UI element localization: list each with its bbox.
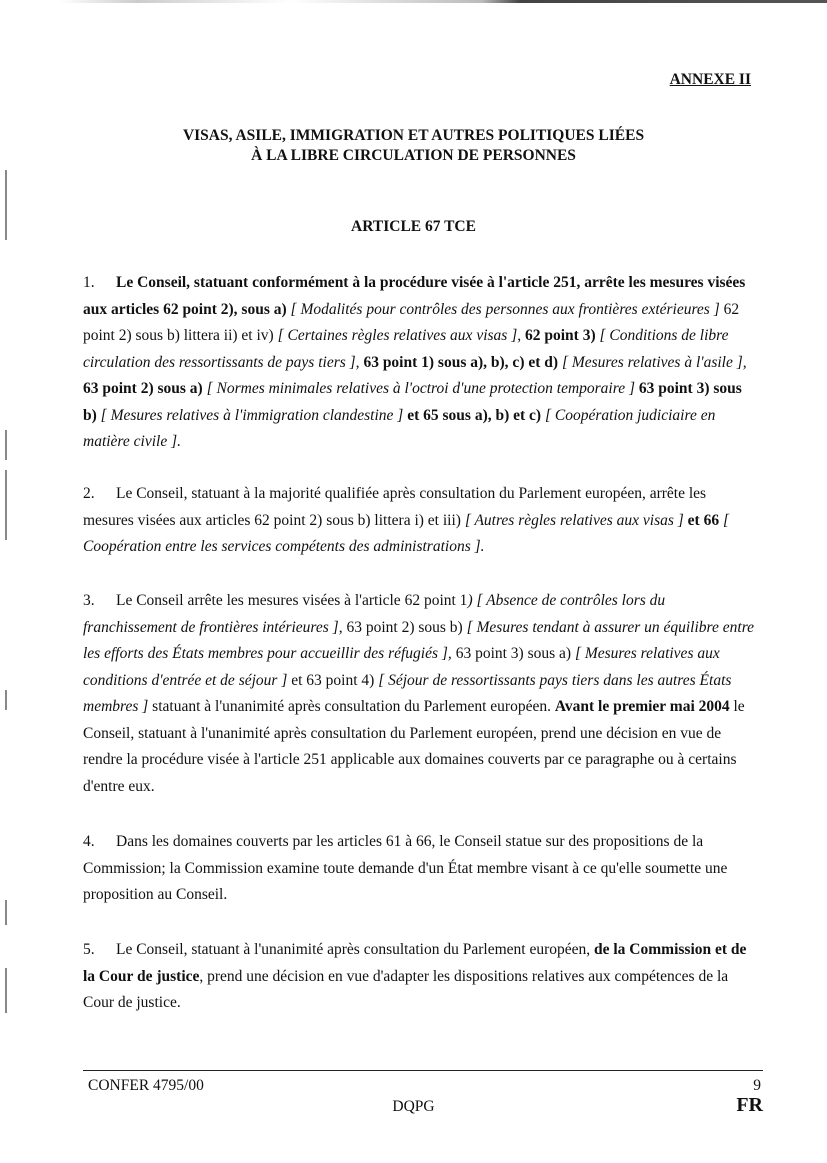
text: , prend une décision en vue d'adapter les dispositions relatives aux compétences de la Cour de justice.: [83, 967, 729, 1011]
text: 62 point 2) sous b) littera ii) et iv): [83, 300, 740, 344]
italic-text: [ Certaines règles relatives aux visas ],: [277, 327, 522, 344]
paragraph-number: 4.: [83, 833, 95, 850]
article-heading: ARTICLE 67 TCE: [351, 218, 476, 235]
text: et 63 point 4): [287, 671, 379, 689]
text: le Conseil, statuant à l'unanimité après consultation du Parlement européen, prend une décision en vue de rendre la procédure visée à l'article 251 applicable aux domaines couverts par ce paragraphe ou à certains d'entre eux.: [83, 698, 745, 795]
text: Dans les domaines couverts par les articles 61 à 66, le Conseil statue sur des propositions de la Commission; la Commission examine toute demande d'un État membre visant à ce qu'elle soumette une proposition au Conseil.: [83, 833, 728, 903]
text: Le Conseil, statuant à l'unanimité après consultation du Parlement européen,: [116, 941, 594, 958]
paragraph-5: [83, 937, 756, 1017]
scan-edge-left: [5, 900, 7, 925]
annex-label: ANNEXE II: [669, 71, 751, 88]
paragraph-number: 3.: [83, 592, 95, 609]
text: 63 point 2) sous b): [342, 618, 467, 636]
italic-text: [ Mesures relatives à l'immigration clandestine ]: [96, 406, 404, 424]
italic-text: ) [ Absence de contrôles lors du franchissement de frontières intérieures ],: [83, 592, 666, 636]
paragraph-number: 1.: [83, 274, 95, 291]
paragraph-1: [83, 270, 756, 456]
bold-text: 63 point 3) sous b): [83, 380, 742, 424]
paragraph-2: [83, 481, 756, 561]
scan-edge-left: [5, 690, 7, 710]
scan-edge-left: [5, 968, 7, 1013]
text: Le Conseil, statuant à la majorité qualifiée après consultation du Parlement européen, arrête les mesures visées aux articles 62 point 2) sous b) littera i) et iii): [83, 485, 707, 529]
italic-text: [ Normes minimales relatives à l'octroi d'une protection temporaire ]: [202, 380, 635, 397]
italic-text: [ Mesures relatives à l'asile ],: [558, 353, 747, 371]
title-line-1: VISAS, ASILE, IMMIGRATION ET AUTRES POLITIQUES LIÉES: [182, 127, 645, 144]
footer-divider: [83, 1070, 763, 1071]
paragraph-3: [83, 588, 756, 800]
italic-text: [ Coopération judiciaire en matière civile ].: [83, 406, 716, 450]
bold-text: 62 point 3): [521, 327, 596, 344]
scan-edge-top: [60, 0, 827, 3]
document-title: [0, 126, 827, 166]
paragraph-number: 2.: [83, 485, 95, 502]
paragraph-4: [83, 829, 756, 909]
bold-text: et 66: [683, 511, 720, 529]
italic-text: [ Séjour de ressortissants pays tiers dans les autres États membres ]: [83, 671, 732, 715]
bold-text: Avant le premier mai 2004: [554, 698, 730, 715]
bold-text: de la Commission et de la Cour de justice: [83, 941, 747, 985]
footer-department: DQPG: [392, 1098, 435, 1115]
italic-text: [ Mesures tendant à assurer un équilibre entre les efforts des États membres pour accueillir des réfugiés ],: [83, 618, 755, 662]
paragraph-number: 5.: [83, 941, 95, 958]
text: Le Conseil arrête les mesures visées à l'article 62 point 1: [116, 592, 468, 609]
language-code: FR: [736, 1094, 763, 1116]
italic-text: [ Modalités pour contrôles des personnes aux frontières extérieures ]: [286, 300, 720, 318]
page-number: 9: [753, 1077, 761, 1094]
italic-text: [ Conditions de libre circulation des ressortissants de pays tiers ],: [83, 327, 729, 371]
bold-text: 63 point 2) sous a): [83, 380, 203, 397]
footer-reference: CONFER 4795/00: [88, 1077, 204, 1094]
text: statuant à l'unanimité après consultation du Parlement européen.: [148, 698, 555, 715]
text: 63 point 3) sous a): [451, 645, 575, 662]
scan-edge-left: [5, 430, 7, 460]
bold-text: 63 point 1) sous a), b), c) et d): [359, 353, 559, 371]
italic-text: [ Autres règles relatives aux visas ]: [464, 511, 684, 529]
bold-text: Le Conseil, statuant conformément à la procédure visée à l'article 251, arrête les mesures visées aux articles 62 point 2), sous a): [83, 274, 746, 318]
scan-edge-left: [5, 470, 7, 540]
bold-text: et 65 sous a), b) et c): [403, 406, 542, 424]
title-line-2: À LA LIBRE CIRCULATION DE PERSONNES: [251, 147, 576, 164]
italic-text: [ Coopération entre les services compétents des administrations ].: [83, 511, 730, 555]
italic-text: [ Mesures relatives aux conditions d'entrée et de séjour ]: [83, 645, 720, 689]
